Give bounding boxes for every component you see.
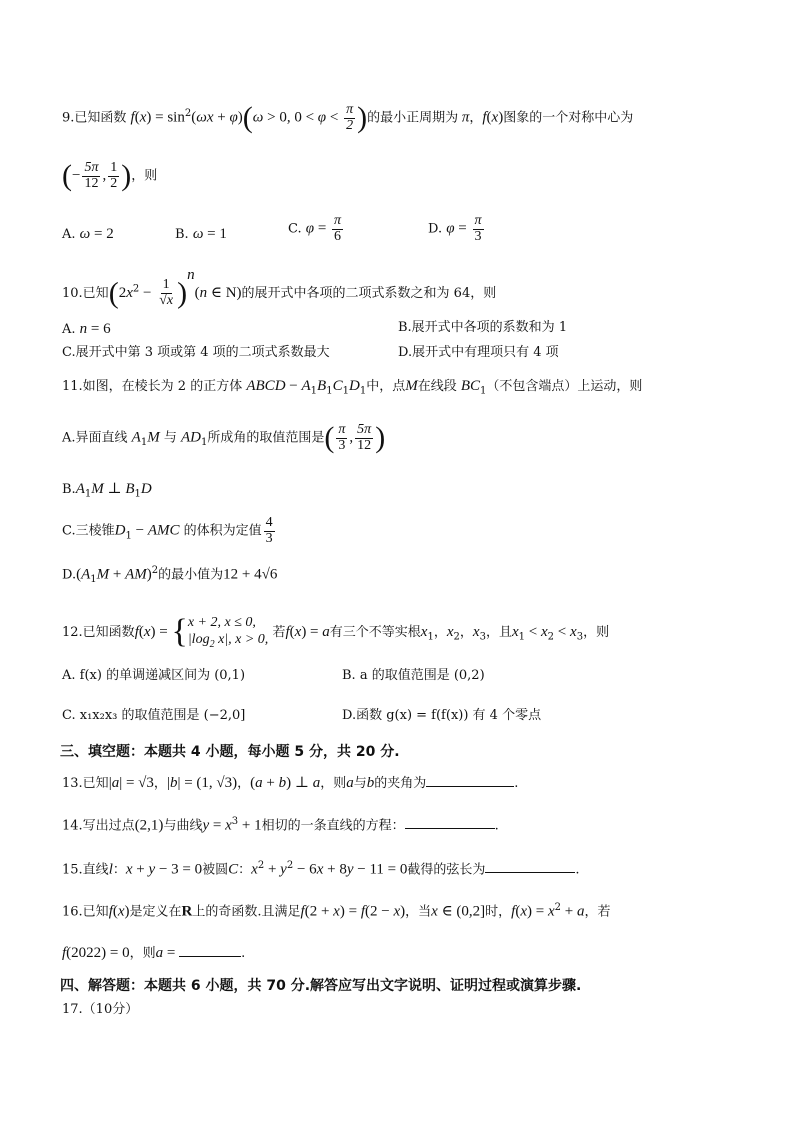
q14-suffix: 相切的一条直线的方程： xyxy=(261,818,405,834)
q11-c-pre: C.三棱锥 xyxy=(62,523,115,539)
q12-stem: 12.已知函数f(x) = { x + 2, x ≤ 0, $|\log_2$ x|, x > 0, 若f(x) = a有三个不等实根$x_1$，$x_2$，$x_3$，且$x_1 < x_2 < x_3$，则 xyxy=(62,613,610,650)
q15-mid: 被圆 xyxy=(202,862,229,878)
q16-mid3: ，当 xyxy=(405,904,432,920)
section-4-heading: 四、解答题：本题共 6 小题，共 70 分.解答应写出文字说明、证明过程或演算步骤. xyxy=(60,978,582,994)
q10-option-c: C.展开式中第 3 项或第 4 项的二项式系数最大 xyxy=(62,345,330,360)
q10-suffix: 的展开式中各项的二项式系数之和为 64，则 xyxy=(241,286,497,301)
q11-prefix: 11.如图，在棱长为 2 的正方体 xyxy=(62,379,243,394)
q10-option-b: B.展开式中各项的系数和为 1 xyxy=(398,320,568,335)
q16-prefix: 16.已知 xyxy=(62,904,109,920)
q9-center-suffix: ，则 xyxy=(131,168,158,184)
q10-option-d: D.展开式中有理项只有 4 项 xyxy=(398,345,559,360)
q9-mid2: 图象的一个对称中心为 xyxy=(503,110,634,126)
q10-prefix: 10.已知 xyxy=(62,286,109,301)
q9-option-d: D. φ = $\frac{\pi}{3}$ xyxy=(428,213,482,244)
q12-suffix2: 有三个不等实根 xyxy=(329,624,421,640)
q14-answer-blank[interactable] xyxy=(405,816,495,829)
q11-option-d: $D.(A_1M + AM)^2$的最小值为12 + 4√6 xyxy=(62,565,278,585)
q11-option-c: C.三棱锥$D_1$ − AMC 的体积为定值 $\frac{4}{3}$ xyxy=(62,515,273,546)
q14-prefix: 14.写出过点 xyxy=(62,818,135,834)
q11-a-pre: A.异面直线 xyxy=(62,430,128,446)
q14-mid: 与曲线 xyxy=(163,818,203,834)
q15-prefix: 15.直线 xyxy=(62,862,109,878)
q16-mid2: 上的奇函数.且满足 xyxy=(192,904,301,920)
q16-stem: 16.已知f(x)是定义在R上的奇函数.且满足f(2 + x) = f(2 − x)，当x ∈ (0,2]时，$f(x) = x^2 + a$，若 xyxy=(62,902,611,920)
q12-suffix3: ，且 xyxy=(485,624,512,640)
q9-stem: 9.已知函数 $f(x) = \sin^2(\omega x + \varphi)(\omega > 0$, 0 < φ < $\frac{\pi}{2}$ )的最小正周期为 π，f(x)图象的一个对称中心为 xyxy=(62,101,634,134)
q16-answer-blank[interactable] xyxy=(179,944,241,957)
q10-stem: 10.已知($2x^2$ − $\frac{1}{√x}$ )$^n$(n ∈ N)的展开式中各项的二项式系数之和为 64，则 xyxy=(62,267,497,310)
q17-label: 17.（10分） xyxy=(62,1002,139,1017)
q11-option-a: A.异面直线 $A_1M$ 与 $AD_1$所成角的取值范围是( $\frac{\pi}{3}$ , $\frac{5\pi}{12}$ ) xyxy=(62,421,386,454)
q9-option-a: A. ω = 2 xyxy=(62,226,114,242)
q12-prefix: 12.已知函数 xyxy=(62,624,135,640)
q13-stem: 13.已知|a| = √3，|b| = (1, √3)，(a + b) ⊥ a，则a与b的夹角为 . xyxy=(62,775,519,791)
q16-suffix: ，若 xyxy=(584,904,611,920)
q11-suffix: （不包含端点）上运动，则 xyxy=(486,379,643,394)
q11-mid2: 在线段 xyxy=(417,379,457,394)
q11-d-pre: D. xyxy=(62,567,77,583)
q15-suffix: 截得的弦长为 xyxy=(407,862,486,878)
q9-mid: 的最小正周期为 xyxy=(367,110,459,126)
q14-stem: 14.写出过点(2,1)与曲线$y = x^3 + 1$相切的一条直线的方程： . xyxy=(62,816,499,834)
q16-l2: ，则 xyxy=(129,946,156,961)
q11-b-pre: B. xyxy=(62,482,76,497)
q9-prefix: 9.已知函数 xyxy=(62,110,127,126)
q9-option-c: C. φ = $\frac{\pi}{6}$ xyxy=(288,213,342,244)
q11-d-mid: 的最小值为 xyxy=(158,567,224,583)
q12-option-b: B. a 的取值范围是 (0,2) xyxy=(342,668,485,683)
section-3-heading: 三、填空题：本题共 4 小题，每小题 5 分，共 20 分. xyxy=(60,744,400,760)
q11-stem: 11.如图，在棱长为 2 的正方体 ABCD − $A_1B_1C_1D_1$中，点M在线段 $BC_1$（不包含端点）上运动，则 xyxy=(62,378,643,397)
q12-option-c: C. x₁x₂x₃ 的取值范围是 (−2,0] xyxy=(62,708,246,723)
q13-prefix: 13.已知 xyxy=(62,776,109,791)
q10-option-a: A. n = 6 xyxy=(62,321,111,337)
q13-suffix: 的夹角为 xyxy=(374,776,427,791)
q11-c-mid: 的体积为定值 xyxy=(183,523,262,539)
q12-suffix4: ，则 xyxy=(583,624,610,640)
q15-stem: 15.直线l：x + y − 3 = 0被圆C：$x^2 + y^2 - 6x + 8y - 11 = 0$截得的弦长为 . xyxy=(62,860,580,878)
q16-mid: 是定义在 xyxy=(129,904,182,920)
q11-a-mid2: 所成角的取值范围是 xyxy=(207,430,325,446)
q12-suffix: 若 xyxy=(272,624,286,640)
q11-option-b: $B.A_1M$ ⊥ $B_1D$ xyxy=(62,481,152,500)
q13-answer-blank[interactable] xyxy=(426,774,514,787)
q9-center: (− $\frac{5\pi}{12}$ , $\frac{1}{2}$ )，则 xyxy=(62,159,158,192)
q9-option-b: B. ω = 1 xyxy=(175,226,227,242)
q11-a-mid: 与 xyxy=(163,430,177,446)
q13-mid: ，则 xyxy=(320,776,347,791)
q13-mid2: 与 xyxy=(353,776,367,791)
q11-mid: 中，点 xyxy=(366,379,406,394)
q15-answer-blank[interactable] xyxy=(485,860,575,873)
q16-mid4: 时， xyxy=(485,904,512,920)
q12-option-d: D.函数 g(x) = f(f(x)) 有 4 个零点 xyxy=(342,708,542,723)
q12-option-a: A. f(x) 的单调递减区间为 (0,1) xyxy=(62,668,246,683)
q16-stem-line2: f(2022) = 0，则a = . xyxy=(62,945,246,961)
